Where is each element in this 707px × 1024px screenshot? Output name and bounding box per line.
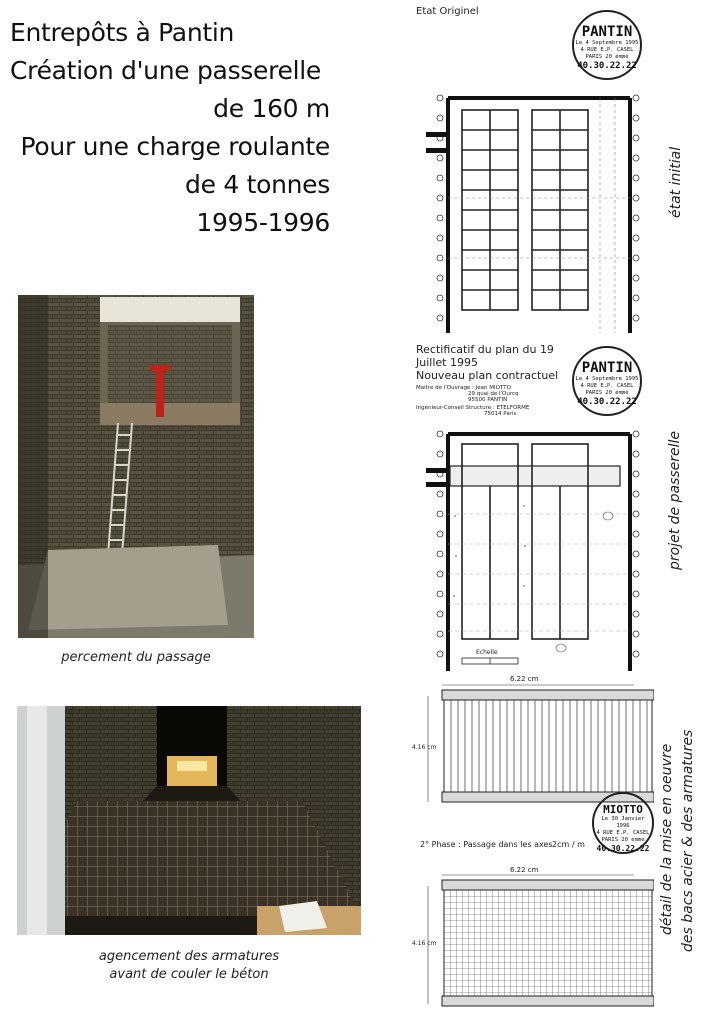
stamp-3-name: MIOTTO	[603, 803, 643, 816]
stamp-3	[592, 792, 654, 854]
title-line-6: 1995-1996	[196, 208, 330, 237]
plan2-details-line-4: Ingénieur-Conseil Structure : ETELFORME	[416, 405, 530, 411]
plan1-drawing	[420, 88, 642, 338]
title-line-1: Entrepôts à Pantin	[10, 18, 235, 47]
stamp-3-tel: 40.30.22.22	[596, 844, 650, 853]
stamp-1-addr2: PARIS 20 émme	[585, 54, 629, 60]
stamp-3-addr2: PARIS 20 émme	[601, 837, 645, 843]
plan2-side-label: projet de passerelle	[667, 430, 683, 570]
plan2-scale-label: Echelle	[476, 649, 498, 656]
plan3-dim-side: 4.16 cm	[412, 744, 437, 751]
plan3-drawing-top	[420, 682, 654, 810]
stamp-2-date: Le 4 Septembre 1995	[575, 376, 639, 382]
plan2-drawing	[420, 426, 642, 676]
stamp-3-addr1: 4 RUE E.P. CASEL	[596, 830, 650, 836]
photo-caption-2	[17, 948, 361, 984]
plan2-details-line-1: Maitre de l'Ouvrage : Jean MIOTTO	[416, 385, 511, 391]
photo-armatures	[17, 706, 361, 935]
plan3-side-label-2: des bacs acier & des armatures	[680, 729, 696, 952]
plan3-dim-side-2: 4.16 cm	[412, 940, 437, 947]
photo-caption-2-line-2: avant de couler le béton	[109, 967, 269, 982]
photo-caption-1: percement du passage	[61, 650, 211, 665]
stamp-2	[572, 346, 642, 416]
plan3-drawing-bottom	[420, 872, 654, 1012]
stamp-1	[572, 10, 642, 80]
page-title	[10, 14, 330, 242]
stamp-1-tel: 40.30.22.22	[577, 61, 637, 71]
plan1-axis-markers	[437, 95, 639, 321]
stamp-1-addr1: 4 RUE E.P. CASEL	[580, 47, 634, 53]
plan2-details-line-3: 95500 PANTIN	[468, 397, 508, 403]
title-line-4: Pour une charge roulante	[20, 132, 330, 161]
plan2-details-line-2: 29 quai de l'Ourcq	[468, 391, 519, 397]
plan3-side-label-1: détail de la mise en oeuvre	[659, 743, 675, 935]
plan3-dim-top-2: 6.22 cm	[510, 866, 539, 874]
photo-caption-2-line-1: agencement des armatures	[98, 949, 280, 964]
plan1-side-label: état initial	[668, 146, 684, 218]
title-line-3: de 160 m	[213, 94, 330, 123]
photo-percement	[18, 295, 254, 638]
stamp-2-tel: 40.30.22.22	[577, 397, 637, 407]
stamp-2-addr2: PARIS 20 émme	[585, 390, 629, 396]
plan2-heading-line-1: Rectificatif du plan du 19 Juillet 1995	[416, 343, 554, 369]
stamp-1-date: Le 4 Septembre 1995	[575, 40, 639, 46]
stamp-3-date: Le 30 Janvier 1996	[601, 816, 645, 829]
plan2-heading-line-2: Nouveau plan contractuel	[416, 369, 559, 382]
stamp-1-name: PANTIN	[581, 24, 633, 40]
stamp-2-addr1: 4 RUE E.P. CASEL	[580, 383, 634, 389]
plan2-heading	[416, 343, 576, 417]
plan2-details-line-5: 75014 Paris	[484, 411, 517, 417]
stamp-2-name: PANTIN	[581, 360, 633, 376]
plan3-dim-top: 6.22 cm	[510, 675, 539, 683]
plan3-scale: 2cm / m	[552, 840, 585, 849]
title-line-5: de 4 tonnes	[185, 170, 330, 199]
title-line-2: Création d'une passerelle	[10, 56, 321, 85]
plan3-phase-label: 2° Phase : Passage dans les axes	[420, 840, 553, 849]
plan1-heading: Etat Originel	[416, 6, 479, 17]
